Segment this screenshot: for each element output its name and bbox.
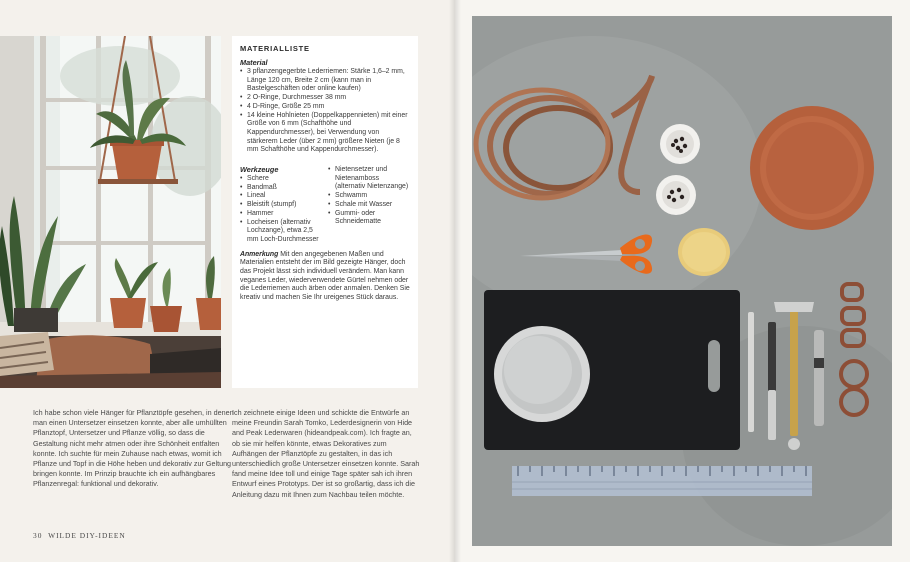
tool-item: • Schale mit Wasser xyxy=(328,201,410,210)
tool-item: • Bandmaß xyxy=(240,184,322,193)
material-items xyxy=(240,68,410,155)
note-label: Anmerkung xyxy=(240,250,279,258)
book-gutter xyxy=(449,0,461,562)
material-item: • 14 kleine Hohlnieten (Doppelkappennieten) mit einer Größe von 6 mm (Schafthöhe und Kappendurchmesser), bei Verwendung von stärkerem Leder (über 2 mm) größere Nieten (je 8 mm Schafthöhe und Kappendurchmesser). xyxy=(240,112,410,156)
cutting-board xyxy=(484,290,740,450)
tool-item: • Nietensetzer und Nietenamboss (alternativ Nietenzange) xyxy=(328,166,410,192)
sponge-top xyxy=(682,232,726,272)
tools-flatlay-photo xyxy=(472,16,892,546)
tool-item: • Gummi- oder Schneidematte xyxy=(328,210,410,227)
section-title: WILDE DIY-IDEEN xyxy=(48,531,126,540)
tool-item: • Hammer xyxy=(240,210,322,219)
material-item: • 3 pflanzengegerbte Lederriemen: Stärke 1,6–2 mm, Länge 120 cm, Breite 2 cm (kann man in Bastelgeschäften oder online kaufen) xyxy=(240,68,410,94)
material-list-title: MATERIALLISTE xyxy=(240,44,310,53)
material-item: • 2 O-Ringe, Durchmesser 38 mm xyxy=(240,94,410,103)
tool-item: • Locheisen (alternativ Lochzange), etwa 2,5 mm Loch-Durchmesser xyxy=(240,219,322,245)
body-column-1: Ich habe schon viele Hänger für Pflanztöpfe gesehen, in denen man einen Untersetzer einsetzen konnte, aber alle umhüllten Pflanztopf, Untersetzer und Pflanze völlig, so dass die Gestaltung nicht mehr atmen oder ihre Schönheit entfalten konnte. Ich suchte für mein Zuhause nach etwas, womit ich Pflanze und Topf in die Höhe heben und dekorativ zur Geltung bringen konnte. Im Prinzip brauchte ich ein aufhängbares Pflanzenregal: funktional und dekorativ. xyxy=(33,408,234,489)
page-number: 30 xyxy=(33,531,43,540)
flatlay-illustration xyxy=(472,16,892,546)
material-list-box xyxy=(232,36,418,388)
body-column-2: Ich zeichnete einige Ideen und schickte die Entwürfe an meine Freundin Sarah Tomko, Lederdesignerin von Hide and Peak Lederwaren (hideandpeak.com). Ich fragte an, ob sie mir helfen könnte, etwas Dekoratives zum Aufhängen der Pflanztöpfe zu gestalten, in das ich unterschiedlich große Untersetzer einsetzen konnte. Sarah fand meine Idee toll und einige Tage später sah ich ihren Entwurf eines Prototyps. Der ist so großartig, dass ich die Anleitung dazu mit Ihnen zum Nachbau teilen möchte. xyxy=(232,408,420,499)
window-plant-illustration xyxy=(0,36,221,388)
material-item: • 4 D-Ringe, Größe 25 mm xyxy=(240,103,410,112)
tool-item: • Schwamm xyxy=(328,192,410,201)
material-heading: Material xyxy=(240,58,268,67)
ruler xyxy=(512,466,812,496)
tools-list-right xyxy=(328,166,410,245)
tools-heading: Werkzeuge xyxy=(240,165,279,175)
tools-list-left xyxy=(240,175,322,245)
note-paragraph xyxy=(240,251,410,303)
tool-item: • Bleistift (stumpf) xyxy=(240,201,322,210)
window-plant-photo xyxy=(0,36,221,388)
page-footer xyxy=(33,531,126,540)
tool-item: • Schere xyxy=(240,175,322,184)
tool-item: • Lineal xyxy=(240,192,322,201)
terracotta-saucer xyxy=(750,106,874,230)
note-text: Mit den angegebenen Maßen und Materialien entsteht der im Bild gezeigte Hänger, doch das Projekt lässt sich individuell verändern. Man kann veganes Leder, wiederverwendete Gürtel nehmen oder die Lederriemen auch ärben oder anmalen. Denken Sie kreativ und machen Sie Ihr ureigenes Stück daraus. xyxy=(240,250,410,302)
